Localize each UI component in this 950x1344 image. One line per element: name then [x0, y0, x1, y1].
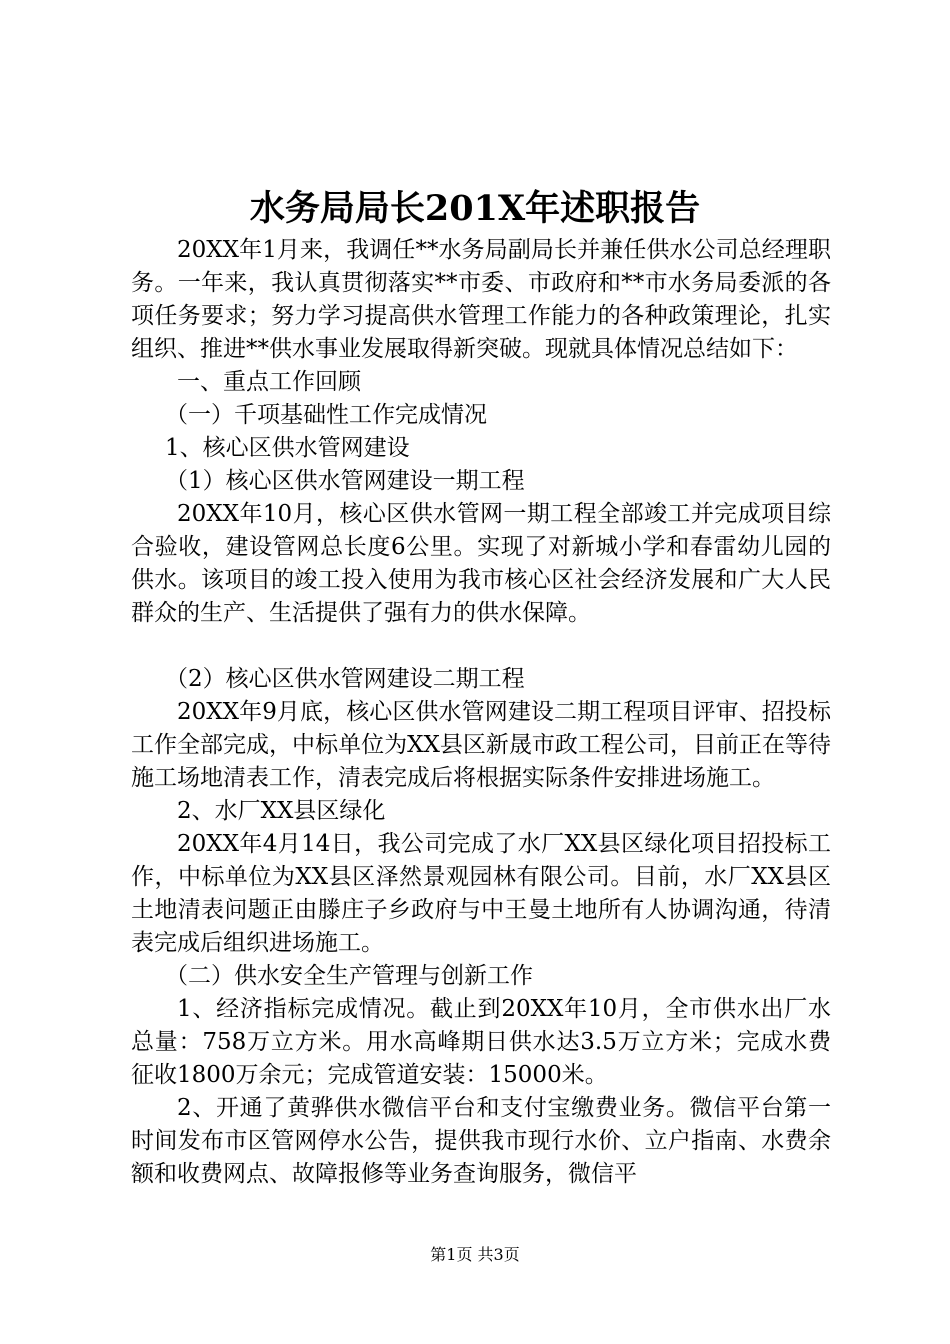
heading-section-1: 一、重点工作回顾: [177, 369, 361, 395]
paragraph-phase-2: 20XX年9月底，核心区供水管网建设二期工程项目评审、招投标工作全部完成，中标单位为XX县区新晟市政工程公司，目前正在等待施工场地清表工作，清表完成后将根据实际条件安排进场施工。: [131, 699, 831, 791]
heading-phase-2: （2）核心区供水管网建设二期工程: [165, 666, 525, 692]
paragraph-gap: [131, 630, 831, 663]
paragraph-phase-1: 20XX年10月，核心区供水管网一期工程全部竣工并完成项目综合验收，建设管网总长度6公里。实现了对新城小学和春雷幼儿园的供水。该项目的竣工投入使用为我市核心区社会经济发展和广大人民群众的生产、生活提供了强有力的供水保障。: [131, 501, 831, 626]
paragraph-wechat: 2、开通了黄骅供水微信平台和支付宝缴费业务。微信平台第一时间发布市区管网停水公告，提供我市现行水价、立户指南、水费余额和收费网点、故障报修等业务查询服务，微信平: [131, 1095, 831, 1187]
page-footer: 第1页 共3页: [430, 1245, 520, 1264]
heading-item-1: 1、核心区供水管网建设: [165, 435, 410, 461]
heading-phase-1: （1）核心区供水管网建设一期工程: [165, 468, 525, 494]
heading-subsection-2: （二）供水安全生产管理与创新工作: [165, 963, 533, 989]
heading-item-2: 2、水厂XX县区绿化: [177, 798, 386, 824]
heading-subsection-1: （一）千项基础性工作完成情况: [165, 402, 487, 428]
paragraph-indicators: 1、经济指标完成情况。截止到20XX年10月，全市供水出厂水总量：758万立方米。用水高峰期日供水达3.5万立方米；完成水费征收1800万余元；完成管道安装：15000米。: [131, 996, 831, 1088]
document-title: 水务局局长201X年述职报告: [249, 188, 701, 229]
paragraph-greening: 20XX年4月14日，我公司完成了水厂XX县区绿化项目招投标工作，中标单位为XX县区泽然景观园林有限公司。目前，水厂XX县区土地清表问题正由滕庄子乡政府与中王曼土地所有人协调沟通，待清表完成后组织进场施工。: [131, 831, 831, 956]
document-body: [131, 234, 831, 1191]
paragraph-intro: 20XX年1月来，我调任**水务局副局长并兼任供水公司总经理职务。一年来，我认真贯彻落实**市委、市政府和**市水务局委派的各项任务要求；努力学习提高供水管理工作能力的各种政策理论，扎实组织、推进**供水事业发展取得新突破。现就具体情况总结如下：: [131, 237, 831, 362]
